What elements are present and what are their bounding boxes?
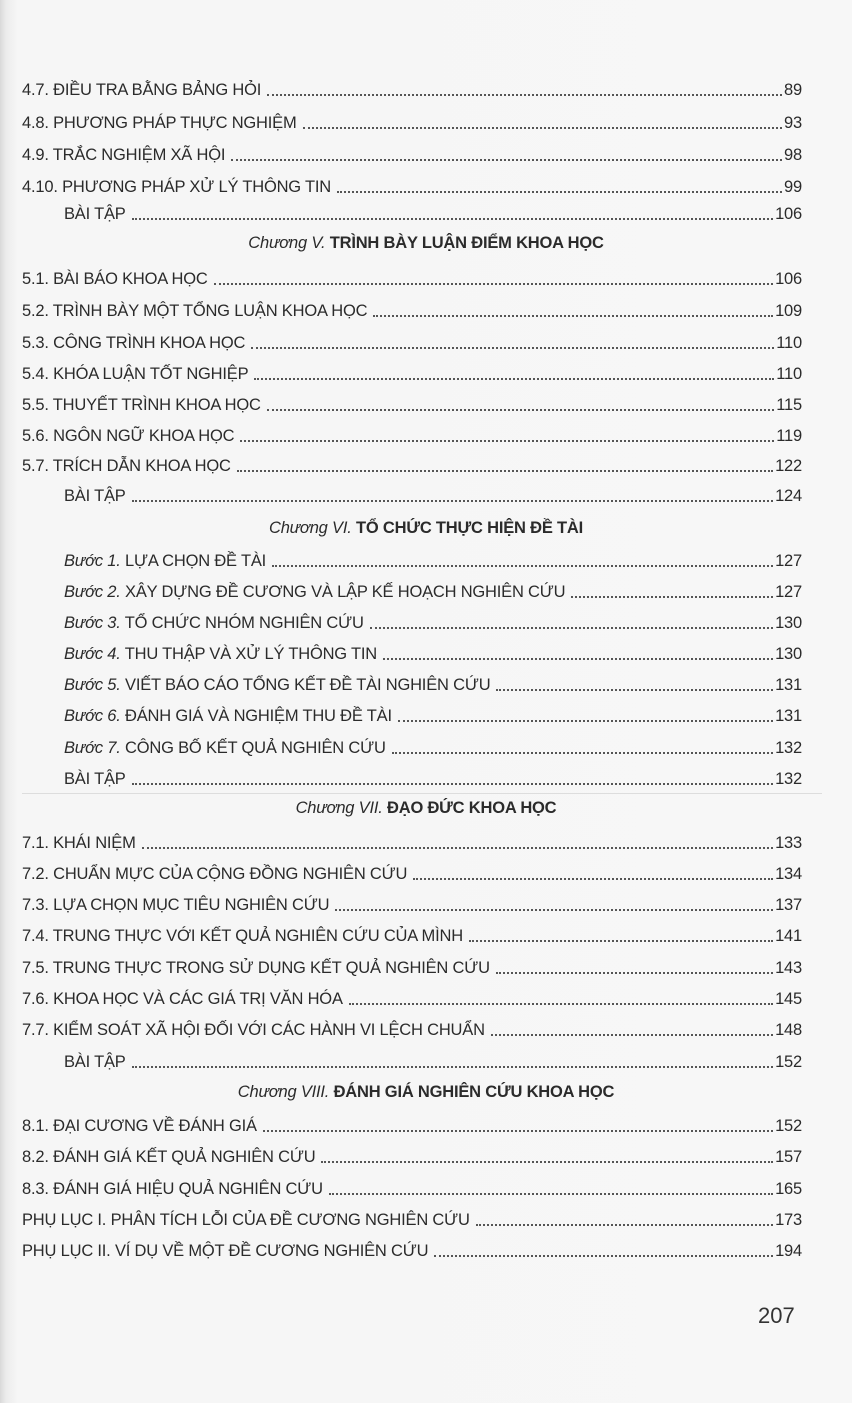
toc-entry-page: 98	[784, 146, 802, 164]
toc-entry-title: BÀI TẬP	[64, 487, 126, 505]
toc-entry-page: 173	[775, 1211, 802, 1229]
toc-entry-label	[64, 551, 272, 571]
toc-entry-label	[22, 864, 413, 884]
toc-entry[interactable]	[22, 331, 802, 353]
toc-entry-title: 8.3. ĐÁNH GIÁ HIỆU QUẢ NGHIÊN CỨU	[22, 1180, 323, 1198]
toc-entry-title: 8.1. ĐẠI CƯƠNG VỀ ĐÁNH GIÁ	[22, 1117, 257, 1135]
toc-entry-page: 132	[775, 739, 802, 757]
toc-entry-label	[22, 895, 335, 915]
toc-entry-title: 4.9. TRẮC NGHIỆM XÃ HỘI	[22, 146, 226, 164]
toc-entry-page: 148	[775, 1021, 802, 1039]
toc-entry[interactable]	[22, 454, 802, 476]
toc-entry-page: 132	[775, 770, 802, 788]
chapter-title: ĐẠO ĐỨC KHOA HỌC	[387, 799, 557, 817]
dot-leader	[370, 627, 773, 629]
toc-entry-title: 7.1. KHÁI NIỆM	[22, 834, 136, 852]
toc-entry-page: 141	[775, 927, 802, 945]
toc-entry-title: 4.10. PHƯƠNG PHÁP XỬ LÝ THÔNG TIN	[22, 178, 331, 196]
toc-entry-page: 130	[775, 614, 802, 632]
toc-entry-title: 5.5. THUYẾT TRÌNH KHOA HỌC	[22, 396, 261, 414]
toc-entry[interactable]	[64, 736, 802, 758]
toc-entry[interactable]	[64, 549, 802, 571]
toc-entry-label	[22, 1210, 476, 1230]
toc-entry[interactable]	[64, 673, 802, 695]
toc-entry-title: 7.4. TRUNG THỰC VỚI KẾT QUẢ NGHIÊN CỨU CỦA MÌNH	[22, 927, 463, 945]
toc-entry[interactable]	[22, 78, 802, 100]
toc-entry-label	[22, 364, 254, 384]
toc-entry-label	[22, 833, 142, 853]
toc-entry-page: 119	[776, 427, 802, 445]
toc-entry-page: 137	[775, 896, 802, 914]
dot-leader	[231, 159, 782, 161]
toc-entry-title: 7.3. LỰA CHỌN MỤC TIÊU NGHIÊN CỨU	[22, 896, 330, 914]
toc-entry[interactable]	[22, 299, 802, 321]
toc-entry-page: 106	[775, 205, 802, 223]
toc-entry-page: 93	[784, 114, 802, 132]
dot-leader	[413, 878, 773, 880]
toc-entry[interactable]	[22, 1177, 802, 1199]
toc-entry[interactable]	[22, 267, 802, 289]
toc-entry-label	[22, 426, 240, 446]
toc-entry-page: 152	[775, 1117, 802, 1135]
toc-entry-title: 7.2. CHUẨN MỰC CỦA CỘNG ĐỒNG NGHIÊN CỨU	[22, 865, 408, 883]
toc-entry-label	[64, 706, 398, 726]
toc-entry[interactable]	[22, 1208, 802, 1230]
toc-entry-page: 110	[776, 334, 802, 352]
toc-entry[interactable]	[64, 580, 802, 602]
dot-leader	[240, 440, 774, 442]
dot-leader	[496, 972, 773, 974]
dot-leader	[267, 94, 782, 96]
toc-entry-title: 4.8. PHƯƠNG PHÁP THỰC NGHIỆM	[22, 114, 297, 132]
dot-leader	[392, 752, 773, 754]
toc-entry-title: 7.6. KHOA HỌC VÀ CÁC GIÁ TRỊ VĂN HÓA	[22, 990, 343, 1008]
toc-entry-title: 7.7. KIỂM SOÁT XÃ HỘI ĐỐI VỚI CÁC HÀNH VI LỆCH CHUẨN	[22, 1021, 485, 1039]
dot-leader	[272, 565, 773, 567]
toc-entry-label	[64, 486, 132, 506]
toc-entry-label	[22, 1020, 491, 1040]
toc-entry[interactable]	[22, 393, 802, 415]
toc-entry[interactable]	[22, 956, 802, 978]
chapter-title: TỔ CHỨC THỰC HIỆN ĐỀ TÀI	[356, 519, 584, 537]
toc-entry[interactable]	[22, 143, 802, 165]
dot-leader	[214, 283, 773, 285]
dot-leader	[303, 127, 783, 129]
dot-leader	[337, 191, 782, 193]
toc-entry-label	[22, 958, 496, 978]
chapter-heading	[0, 798, 852, 818]
toc-entry-title: LỰA CHỌN ĐỀ TÀI	[125, 552, 267, 570]
toc-entry-title: XÂY DỰNG ĐỀ CƯƠNG VÀ LẬP KẾ HOẠCH NGHIÊN CỨU	[125, 583, 566, 601]
dot-leader	[132, 500, 773, 502]
step-prefix: Bước 4.	[64, 645, 121, 663]
chapter-title: ĐÁNH GIÁ NGHIÊN CỨU KHOA HỌC	[333, 1083, 615, 1101]
toc-entry-page: 122	[775, 457, 802, 475]
toc-entry[interactable]	[22, 862, 802, 884]
chapter-heading	[0, 518, 852, 538]
toc-entry[interactable]	[22, 1114, 802, 1136]
toc-entry-page: 157	[775, 1148, 802, 1166]
toc-entry-title: 5.7. TRÍCH DẪN KHOA HỌC	[22, 457, 231, 475]
dot-leader	[476, 1224, 773, 1226]
dot-leader	[349, 1003, 773, 1005]
dot-leader	[237, 470, 773, 472]
toc-entry-title: 5.6. NGÔN NGỮ KHOA HỌC	[22, 427, 235, 445]
dot-leader	[132, 1066, 773, 1068]
dot-leader	[321, 1161, 773, 1163]
toc-entry-label	[64, 769, 132, 789]
toc-entry-label	[64, 1052, 132, 1072]
toc-entry-label	[64, 644, 383, 664]
toc-entry-page: 130	[775, 645, 802, 663]
toc-entry-title: 5.1. BÀI BÁO KHOA HỌC	[22, 270, 208, 288]
toc-entry-title: 5.2. TRÌNH BÀY MỘT TỔNG LUẬN KHOA HỌC	[22, 302, 368, 320]
dot-leader	[254, 378, 774, 380]
chapter-prefix: Chương VII.	[295, 799, 383, 817]
toc-entry-title: BÀI TẬP	[64, 770, 126, 788]
toc-entry-title: TỔ CHỨC NHÓM NGHIÊN CỨU	[124, 614, 364, 632]
toc-entry[interactable]	[64, 704, 802, 726]
toc-entry-label	[22, 269, 214, 289]
toc-entry-label	[64, 204, 132, 224]
toc-entry-page: 124	[775, 487, 802, 505]
toc-entry-page: 127	[775, 552, 802, 570]
toc-entry-label	[64, 613, 370, 633]
dot-leader	[571, 596, 773, 598]
toc-entry[interactable]	[22, 111, 802, 133]
toc-entry-title: 5.4. KHÓA LUẬN TỐT NGHIỆP	[22, 365, 249, 383]
toc-entry-label	[22, 1116, 263, 1136]
step-prefix: Bước 1.	[64, 552, 121, 570]
toc-entry-title: 4.7. ĐIỀU TRA BẰNG BẢNG HỎI	[22, 81, 262, 99]
toc-entry-label	[22, 926, 469, 946]
toc-entry-page: 89	[784, 81, 802, 99]
toc-entry-title: THU THẬP VÀ XỬ LÝ THÔNG TIN	[124, 645, 378, 663]
toc-entry-label	[64, 738, 392, 758]
chapter-prefix: Chương VIII.	[237, 1083, 330, 1101]
toc-entry-page: 143	[775, 959, 802, 977]
toc-entry-page: 145	[775, 990, 802, 1008]
toc-entry-label	[64, 582, 571, 602]
toc-entry-title: PHỤ LỤC I. PHÂN TÍCH LỖI CỦA ĐỀ CƯƠNG NGHIÊN CỨU	[22, 1211, 470, 1229]
chapter-title: TRÌNH BÀY LUẬN ĐIỂM KHOA HỌC	[329, 234, 604, 252]
toc-entry[interactable]	[22, 924, 802, 946]
toc-entry-title: ĐÁNH GIÁ VÀ NGHIỆM THU ĐỀ TÀI	[125, 707, 392, 725]
toc-entry-label	[22, 301, 373, 321]
toc-entry-label	[22, 456, 237, 476]
toc-entry[interactable]	[22, 424, 802, 446]
toc-entry-label	[22, 145, 231, 165]
dot-leader	[434, 1255, 773, 1257]
dot-leader	[132, 783, 773, 785]
toc-entry-title: BÀI TẬP	[64, 205, 126, 223]
toc-entry[interactable]	[22, 362, 802, 384]
dot-leader	[496, 689, 773, 691]
dot-leader	[469, 940, 773, 942]
toc-entry-page: 131	[775, 676, 802, 694]
page-number: 207	[758, 1303, 795, 1328]
toc-entry[interactable]	[22, 1018, 802, 1040]
step-prefix: Bước 2.	[64, 583, 121, 601]
toc-entry-page: 110	[776, 365, 802, 383]
dot-leader	[263, 1130, 773, 1132]
dot-leader	[329, 1193, 773, 1195]
toc-entry-label	[22, 1241, 434, 1261]
toc-entry-page: 152	[775, 1053, 802, 1071]
toc-entry-label	[22, 1147, 321, 1167]
step-prefix: Bước 3.	[64, 614, 121, 632]
dot-leader	[251, 347, 774, 349]
chapter-prefix: Chương VI.	[268, 519, 352, 537]
toc-entry[interactable]	[22, 987, 802, 1009]
toc-entry[interactable]	[22, 175, 802, 197]
toc-entry[interactable]	[64, 611, 802, 633]
toc-entry[interactable]	[64, 1050, 802, 1072]
chapter-prefix: Chương V.	[248, 234, 326, 252]
step-prefix: Bước 5.	[64, 676, 121, 694]
toc-entry-page: 109	[775, 302, 802, 320]
toc-entry-page: 165	[775, 1180, 802, 1198]
divider	[22, 793, 822, 794]
toc-entry-page: 115	[776, 396, 802, 414]
toc-entry[interactable]	[64, 484, 802, 506]
toc-entry-page: 131	[775, 707, 802, 725]
toc-entry-title: VIẾT BÁO CÁO TỔNG KẾT ĐỀ TÀI NGHIÊN CỨU	[125, 676, 491, 694]
toc-entry[interactable]	[22, 831, 802, 853]
toc-entry[interactable]	[22, 893, 802, 915]
dot-leader	[335, 909, 773, 911]
toc-entry-label	[22, 989, 349, 1009]
toc-entry-page: 133	[775, 834, 802, 852]
toc-entry[interactable]	[64, 202, 802, 224]
dot-leader	[398, 720, 773, 722]
chapter-heading	[0, 233, 852, 253]
toc-entry-title: 8.2. ĐÁNH GIÁ KẾT QUẢ NGHIÊN CỨU	[22, 1148, 316, 1166]
toc-entry-label	[22, 177, 337, 197]
toc-entry[interactable]	[22, 1145, 802, 1167]
toc-entry-label	[22, 395, 267, 415]
dot-leader	[132, 218, 773, 220]
toc-entry[interactable]	[64, 767, 802, 789]
toc-entry-label	[22, 113, 303, 133]
toc-entry-label	[22, 333, 251, 353]
toc-entry-page: 99	[784, 178, 802, 196]
dot-leader	[491, 1034, 773, 1036]
step-prefix: Bước 6.	[64, 707, 121, 725]
toc-entry-page: 106	[775, 270, 802, 288]
toc-entry[interactable]	[64, 642, 802, 664]
toc-entry-title: BÀI TẬP	[64, 1053, 126, 1071]
chapter-heading	[0, 1082, 852, 1102]
dot-leader	[373, 315, 773, 317]
dot-leader	[142, 847, 773, 849]
step-prefix: Bước 7.	[64, 739, 121, 757]
toc-entry-page: 194	[775, 1242, 802, 1260]
dot-leader	[383, 658, 773, 660]
toc-entry-label	[22, 80, 267, 100]
toc-entry-label	[64, 675, 496, 695]
toc-entry-page: 127	[775, 583, 802, 601]
toc-entry-page: 134	[775, 865, 802, 883]
dot-leader	[267, 409, 775, 411]
toc-entry-label	[22, 1179, 329, 1199]
toc-entry-title: CÔNG BỐ KẾT QUẢ NGHIÊN CỨU	[125, 739, 386, 757]
toc-entry-title: 5.3. CÔNG TRÌNH KHOA HỌC	[22, 334, 246, 352]
toc-entry[interactable]	[22, 1239, 802, 1261]
toc-entry-title: 7.5. TRUNG THỰC TRONG SỬ DỤNG KẾT QUẢ NGHIÊN CỨU	[22, 959, 490, 977]
toc-entry-title: PHỤ LỤC II. VÍ DỤ VỀ MỘT ĐỀ CƯƠNG NGHIÊN CỨU	[22, 1242, 429, 1260]
